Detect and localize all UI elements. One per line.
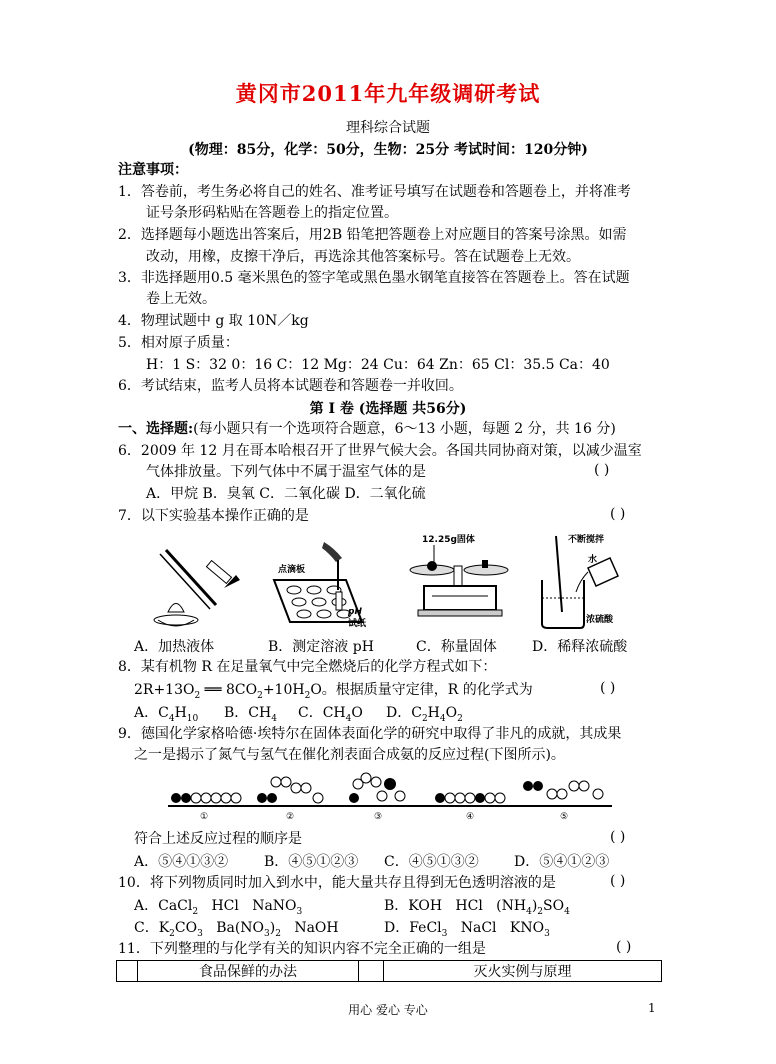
f: SO — [543, 898, 565, 914]
table-header-cell: 灭火实例与原理 — [384, 961, 662, 982]
s: 3 — [264, 928, 270, 939]
stage-4 — [435, 793, 505, 803]
notes-heading: 注意事项： — [118, 162, 188, 178]
stage-5 — [523, 781, 603, 799]
s: 2 — [275, 928, 281, 939]
q7-option-d: D．稀释浓硫酸 — [532, 639, 628, 655]
part1-label: 一、选择题: — [118, 421, 194, 437]
table-cell — [117, 961, 138, 982]
s: 4 — [271, 713, 277, 724]
q10-option-d — [384, 917, 550, 939]
f: B．KOH HCl (NH — [384, 898, 527, 914]
s: 2 — [537, 906, 544, 917]
q8-option-b — [224, 702, 277, 724]
table-row — [117, 961, 662, 982]
s: 3 — [197, 928, 203, 939]
label-water: 水 — [588, 555, 598, 565]
f: D．C — [386, 705, 422, 721]
stage-label: ② — [285, 812, 295, 822]
q8-answer-paren[interactable]: ( ) — [600, 680, 616, 696]
subtitle: 理科综合试题 — [346, 120, 430, 136]
f: H — [427, 705, 440, 721]
stage-1 — [171, 793, 241, 803]
q6-options: A．甲烷 B．臭氧 C．二氧化碳 D．二氧化硫 — [146, 486, 426, 502]
q9-line2: 之一是揭示了氮气与氢气在催化剂表面合成氨的反应过程(下图所示)。 — [134, 747, 565, 763]
q10-option-a — [134, 895, 302, 917]
q11-stem: 11．下列整理的与化学有关的知识内容不完全正确的一组是 — [118, 941, 486, 957]
section-title: 第 I 卷 (选择题 共56分) — [309, 401, 467, 417]
eq-sub: 2 — [304, 690, 311, 701]
s: 4 — [168, 713, 175, 724]
q9-option-b: B．④⑤①②③ — [264, 854, 359, 870]
f: HCl NaNO — [198, 898, 297, 914]
stage-3 — [349, 773, 405, 803]
s: 10 — [186, 713, 199, 724]
s: 4 — [439, 713, 446, 724]
q6-line1: 6．2009 年 12 月在哥本哈根召开了世界气候大会。各国共同协商对策，以减少温室 — [118, 443, 642, 459]
eq-part: ══ 8CO — [200, 682, 258, 698]
fig-heating-liquid — [146, 540, 246, 630]
f: O — [351, 705, 363, 721]
note-5: 5．相对原子质量： — [118, 335, 239, 351]
label-solid-mass: 12.25g固体 — [422, 535, 475, 545]
page-number: 1 — [648, 1001, 656, 1015]
q9-stem: 符合上述反应过程的顺序是 — [134, 831, 302, 847]
note-6: 6．考试结束，监考人员将本试题卷和答题卷一并收回。 — [118, 378, 463, 394]
note-5b: H：1 S：32 0：16 C：12 Mg：24 Cu：64 Zn：65 Cl：35.5 Ca：40 — [146, 357, 610, 373]
q8-option-a — [134, 702, 198, 724]
q11-table — [116, 960, 662, 982]
q11-answer-paren[interactable]: ( ) — [616, 939, 632, 955]
table-cell — [359, 961, 384, 982]
s: 3 — [544, 928, 550, 939]
label-test-paper: 试纸 — [348, 619, 367, 629]
f: B．CH — [224, 705, 272, 721]
page-title: 黄冈市2011年九年级调研考试 — [235, 81, 541, 106]
note-1b: 证号条形码粘贴在答题卷上的指定位置。 — [146, 205, 398, 221]
note-2b: 改动，用橡，皮擦干净后，再选涂其他答案标号。答在试题卷上无效。 — [146, 249, 580, 265]
q9-option-c: C．④⑤①③② — [384, 854, 479, 870]
label-ph: pH — [348, 607, 362, 617]
s: 3 — [296, 906, 303, 917]
note-2a: 2．选择题每小题选出答案后，用2B 铅笔把答题卷上对应题目的答案号涂黑。如需 — [118, 227, 627, 243]
s: 2 — [169, 928, 175, 939]
s: 4 — [564, 906, 570, 917]
note-3b: 卷上无效。 — [146, 291, 216, 307]
fig-dilution — [536, 532, 626, 632]
s: 2 — [457, 713, 463, 724]
f: CO — [174, 920, 198, 936]
stage-label: ③ — [373, 812, 383, 822]
f: O — [445, 705, 458, 721]
stage-2 — [257, 777, 323, 803]
part1-desc: (每小题只有一个选项符合题意，6～13 小题，每题 2 分，共 16 分) — [193, 421, 616, 437]
f: A．CaCl — [134, 898, 193, 914]
q10-option-b — [384, 895, 570, 917]
eq-sub: 2 — [257, 690, 263, 701]
f: ) — [269, 920, 276, 936]
label-dripping-plate: 点滴板 — [278, 565, 306, 575]
note-1a: 1．答卷前，考生务必将自己的姓名、准考证号填写在试题卷和答题卷上，并将准考 — [118, 184, 631, 200]
q10-stem: 10．将下列物质同时加入到水中，能大量共存且得到无色透明溶液的是 — [118, 875, 556, 891]
stage-label: ⑤ — [559, 812, 569, 822]
part1-header — [118, 419, 616, 439]
fig-balance — [404, 530, 514, 630]
q6-answer-paren[interactable]: ( ) — [594, 462, 610, 478]
note-3a: 3．非选择题用0.5 毫米黑色的签字笔或黑色墨水钢笔直接答在答题卷上。答在试题 — [118, 270, 630, 286]
note-4: 4．物理试题中 g 取 10N／kg — [118, 313, 309, 329]
s: 2 — [421, 713, 428, 724]
f: ) — [531, 898, 538, 914]
q9-option-a: A．⑤④①③② — [134, 854, 229, 870]
q10-option-c — [134, 917, 339, 939]
q9-answer-paren[interactable]: ( ) — [610, 829, 626, 845]
q7-option-a: A．加热液体 — [134, 639, 215, 655]
fig-ph-test — [264, 540, 374, 630]
q6-line2: 气体排放量。下列气体中不属于温室气体的是 — [146, 464, 426, 480]
q9-line1: 9．德国化学家格哈德·埃特尔在固体表面化学的研究中取得了非凡的成就，其成果 — [118, 726, 622, 742]
s: 2 — [192, 906, 199, 917]
f: A．C — [134, 705, 169, 721]
s: 4 — [345, 713, 352, 724]
f: C．K — [134, 920, 170, 936]
table-header-cell: 食品保鲜的办法 — [138, 961, 359, 982]
q7-stem: 7．以下实验基本操作正确的是 — [118, 508, 309, 524]
fig-ammonia-synthesis — [168, 772, 612, 822]
eq-part: 2R+13O — [134, 682, 195, 698]
eq-part: +10H — [262, 682, 305, 698]
f: H — [174, 705, 187, 721]
q10-answer-paren[interactable]: ( ) — [610, 873, 626, 889]
q8-option-c — [298, 702, 363, 724]
stage-label: ① — [199, 812, 209, 822]
q8-option-d — [386, 702, 463, 724]
f: NaOH — [280, 920, 339, 936]
label-conc-acid: 浓硫酸 — [586, 615, 614, 625]
f: Ba(NO — [202, 920, 265, 936]
f: C．CH — [298, 705, 346, 721]
label-stir: 不断搅拌 — [568, 535, 605, 545]
s: 3 — [441, 928, 448, 939]
f: D．FeCl — [384, 920, 442, 936]
score-info: (物理：85分，化学：50分，生物：25分 考试时间：120分钟) — [188, 142, 588, 158]
q7-option-c: C．称量固体 — [416, 639, 497, 655]
eq-part: O。根据质量守定律，R 的化学式为 — [310, 682, 533, 698]
footer-text: 用心 爱心 专心 — [348, 1003, 428, 1017]
q7-answer-paren[interactable]: ( ) — [610, 506, 626, 522]
q8-line1: 8．某有机物 R 在足量氧气中完全燃烧后的化学方程式如下： — [118, 659, 497, 675]
f: NaCl KNO — [447, 920, 545, 936]
eq-sub: 2 — [194, 690, 201, 701]
q9-option-d: D．⑤④①②③ — [514, 854, 610, 870]
s: 4 — [526, 906, 532, 917]
stage-label: ④ — [465, 812, 475, 822]
q7-option-b: B．测定溶液 pH — [268, 639, 374, 655]
